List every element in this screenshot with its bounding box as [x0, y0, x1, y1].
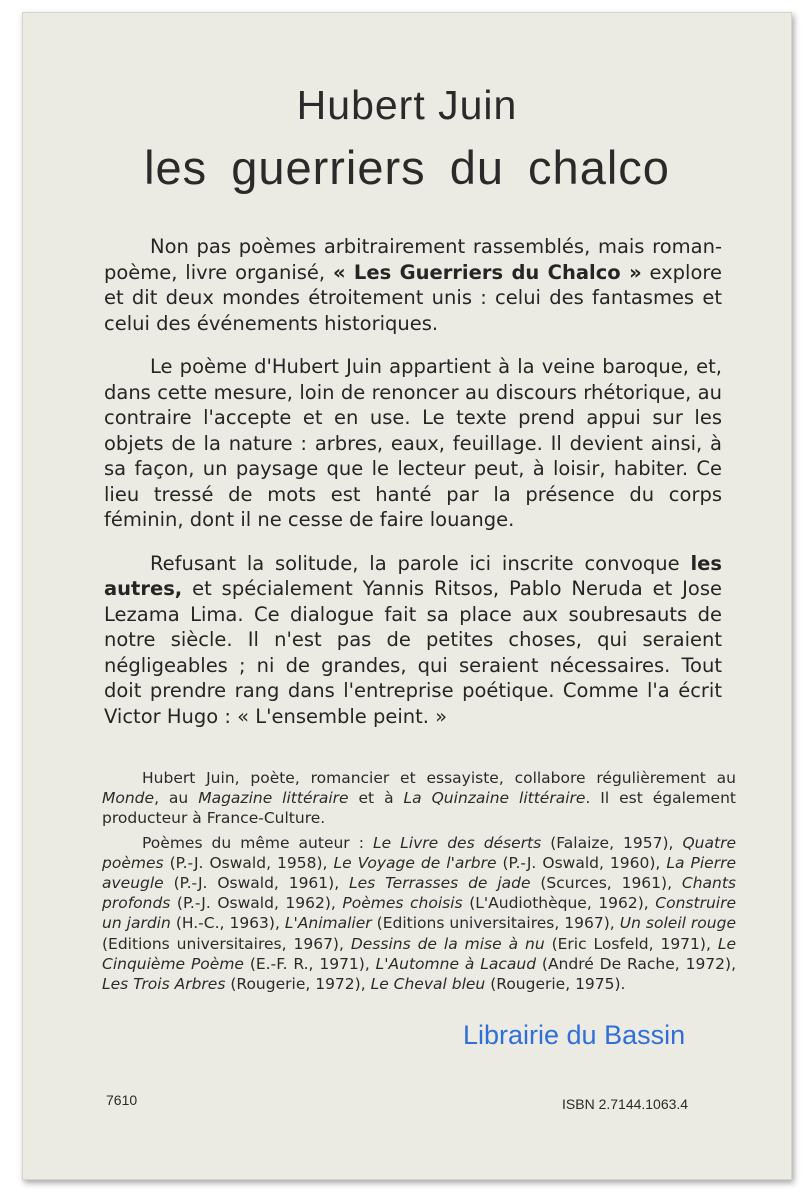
- book-title-quote: « Les Guerriers du Chalco »: [332, 260, 642, 284]
- works-list: Poèmes du même auteur : Le Livre des déserts (Falaize, 1957), Quatre poèmes (P.-J. Oswald, 1958), Le Voyage de l'arbre (P.-J. Oswald, 1960), La Pierre aveugle (P.-J. Oswald, 1961), Les Terrasses de jade (Scurces, 1961), Chants profonds (P.-J. Oswald, 1962), Poèmes choisis (L'Audiothèque, 1962), Construire un jardin (H.-C., 1963), L'Animalier (Editions universitaires, 1967), Un soleil rouge (Editions universitaires, 1967), Dessins de la mise à nu (Eric Losfeld, 1971), Le Cinquième Poème (E.-F. R., 1971), L'Automne à Lacaud (André De Rache, 1972), Les Trois Arbres (Rougerie, 1972), Le Cheval bleu (Rougerie, 1975).: [102, 833, 736, 994]
- isbn: ISBN 2.7144.1063.4: [562, 1096, 689, 1112]
- author-name: Hubert Juin: [296, 82, 518, 128]
- catalog-code: 7610: [106, 1092, 138, 1108]
- emphasis-les-autres: les autres,: [104, 551, 722, 600]
- seller-watermark: Librairie du Bassin: [463, 1020, 686, 1050]
- blurb-paragraph-1: Non pas poèmes arbitrairement rassemblés, mais roman-poème, livre organisé, « Les Guerriers du Chalco » explore et dit deux mondes étroitement unis : celui des fantasmes et celui des événements historiques.: [104, 235, 722, 335]
- bio-paragraph: Hubert Juin, poète, romancier et essayiste, collabore régulièrement au Monde, au Magazine littéraire et à La Quinzaine littéraire. Il est également producteur à France-Culture.: [102, 769, 736, 828]
- blurb-paragraph-2: Le poème d'Hubert Juin appartient à la veine baroque, et, dans cette mesure, loin de renoncer au discours rhétorique, au contraire l'accepte et en use. Le texte prend appui sur les objets de la nature : arbres, eaux, feuillage. Il devient ainsi, à sa façon, un paysage que le lecteur peut, à loisir, habiter. Ce lieu tressé de mots est hanté par la présence du corps féminin, dont il ne cesse de faire louange.: [104, 355, 722, 531]
- book-title: les guerriers du chalco: [144, 141, 670, 194]
- blurb: [104, 234, 722, 747]
- blurb-paragraph-3: Refusant la solitude, la parole ici inscrite convoque les autres, et spécialement Yannis Ritsos, Pablo Neruda et Jose Lezama Lima. Ce dialogue fait sa place aux soubresauts de notre siècle. Il n'est pas de petites choses, qui seraient négligeables ; ni de grandes, qui seraient nécessaires. Tout doit prendre rang dans l'entreprise poétique. Comme l'a écrit Victor Hugo : « L'ensemble peint. »: [104, 551, 722, 728]
- book-back-cover: [22, 12, 792, 1180]
- author-bio: [102, 768, 736, 998]
